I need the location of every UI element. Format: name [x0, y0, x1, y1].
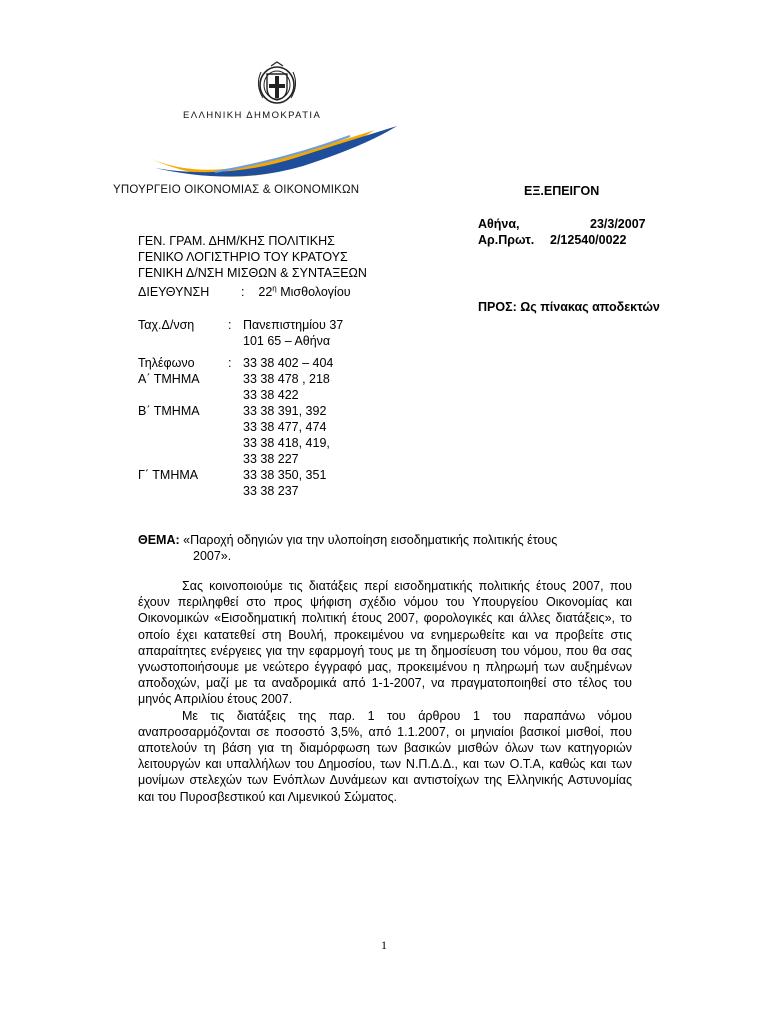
- direction-sep: :: [241, 285, 245, 300]
- ministry-text: ΥΠΟΥΡΓΕΙΟ ΟΙΚΟΝΟΜΙΑΣ & ΟΙΚΟΝΟΜΙΚΩΝ: [113, 184, 360, 196]
- section-b-phone-2: 33 38 477, 474: [243, 420, 327, 434]
- contacts-block: [138, 317, 438, 499]
- urgent-label: ΕΞ.ΕΠΕΙΓΟΝ: [524, 184, 600, 198]
- address-line-1: Πανεπιστημίου 37: [243, 318, 344, 332]
- section-a-label: Α΄ ΤΜΗΜΑ: [138, 372, 200, 386]
- subject-line-2: 2007».: [193, 549, 232, 563]
- section-b-phone-3: 33 38 418, 419,: [243, 436, 330, 450]
- body-paragraph-2: Με τις διατάξεις της παρ. 1 του άρθρου 1 του παραπάνω νόμου αναπροσαρμόζονται σε ποσοστό 3,5%, από 1.1.2007, οι μηνιαίοι βασικοί μισθοί, που αποτελούν τη βάση για τη διαμόρφωση των βασικών μισθών όλων των κατηγοριών λειτουργών και υπαλλήλων του Δημοσίου, των Ν.Π.Δ.Δ., και των Ο.Τ.Α, καθώς και των μονίμων στελεχών των Ενόπλων Δυνάμεων και αντιστοίχων της Ελληνικής Αστυνομίας και του Πυροσβεστικού και Λιμενικού Σώματος.: [138, 708, 632, 804]
- address-label: Ταχ.Δ/νση: [138, 318, 195, 332]
- subject-block: [138, 532, 616, 564]
- direction-number: 22: [258, 285, 273, 300]
- place-label: Αθήνα,: [478, 217, 520, 231]
- subject-line-1: «Παροχή οδηγιών για την υλοποίηση εισοδηματικής πολιτικής έτους: [179, 533, 558, 547]
- section-b-group: [138, 403, 438, 467]
- section-a-phone-1: 33 38 478 , 218: [243, 372, 330, 386]
- phone-label: Τηλέφωνο: [138, 356, 195, 370]
- phone-group: [138, 355, 438, 371]
- subject-label: ΘΕΜΑ:: [138, 533, 180, 547]
- protocol-label: Αρ.Πρωτ.: [478, 233, 535, 247]
- date-protocol-block: [478, 216, 646, 248]
- direction-label: ΔΙΕΥΘΥΝΣΗ: [138, 285, 210, 300]
- department-block: [138, 233, 367, 300]
- section-c-group: [138, 467, 438, 499]
- coat-of-arms-icon: [258, 62, 295, 103]
- republic-text: ΕΛΛΗΝΙΚΗ ΔΗΜΟΚΡΑΤΙΑ: [183, 110, 322, 121]
- phone-value: 33 38 402 – 404: [243, 356, 334, 370]
- date-value: 23/3/2007: [590, 217, 646, 231]
- recipient-line: ΠΡΟΣ: Ως πίνακας αποδεκτών: [478, 300, 660, 314]
- section-c-phone-2: 33 38 237: [243, 484, 299, 498]
- body-text: [138, 578, 632, 805]
- ministry-logo: [113, 60, 425, 205]
- section-a-phone-2: 33 38 422: [243, 388, 299, 402]
- section-b-label: Β΄ ΤΜΗΜΑ: [138, 404, 200, 418]
- address-group: [138, 317, 438, 349]
- section-b-phone-4: 33 38 227: [243, 452, 299, 466]
- section-c-phone-1: 33 38 350, 351: [243, 468, 327, 482]
- section-a-group: [138, 371, 438, 403]
- direction-name: Μισθολογίου: [276, 285, 351, 300]
- department-line-2: ΓΕΝΙΚΟ ΛΟΓΙΣΤΗΡΙΟ ΤΟΥ ΚΡΑΤΟΥΣ: [138, 250, 348, 264]
- section-b-phone-1: 33 38 391, 392: [243, 404, 327, 418]
- body-paragraph-1: Σας κοινοποιούμε τις διατάξεις περί εισοδηματικής πολιτικής έτους 2007, που έχουν περιληφθεί στο προς ψήφιση σχέδιο νόμου του Υπουργείου Οικονομίας και Οικονομικών «Εισοδηματική πολιτική έτους 2007, φορολογικές και άλλες διατάξεις», το οποίο έχει κατατεθεί στη Βουλή, προκειμένου να ενημερωθείτε και να προβείτε στις απαραίτητες ενέργειες για την εφαρμογή τους με τη δημοσίευση του νόμου, που θα σας γνωστοποιήσουμε με νεώτερο έγγραφό μας, προκειμένου η πληρωμή των αυξημένων αποδοχών, μαζί με τα αναδρομικά από 1-1-2007, να πραγματοποιηθεί στο τέλος του μηνός Απριλίου έτους 2007.: [138, 579, 632, 707]
- protocol-number: 2/12540/0022: [550, 233, 627, 247]
- department-line-3: ΓΕΝΙΚΗ Δ/ΝΣΗ ΜΙΣΘΩΝ & ΣΥΝΤΑΞΕΩΝ: [138, 266, 367, 280]
- address-sep: :: [228, 318, 232, 332]
- direction-superscript: η: [272, 284, 277, 293]
- section-c-label: Γ΄ ΤΜΗΜΑ: [138, 468, 199, 482]
- department-line-1: ΓΕΝ. ΓΡΑΜ. ΔΗΜ/ΚΗΣ ΠΟΛΙΤΙΚΗΣ: [138, 234, 335, 248]
- page-number: 1: [381, 938, 387, 952]
- direction-row: [138, 281, 367, 300]
- address-line-2: 101 65 – Αθήνα: [243, 334, 331, 348]
- phone-sep: :: [228, 356, 232, 370]
